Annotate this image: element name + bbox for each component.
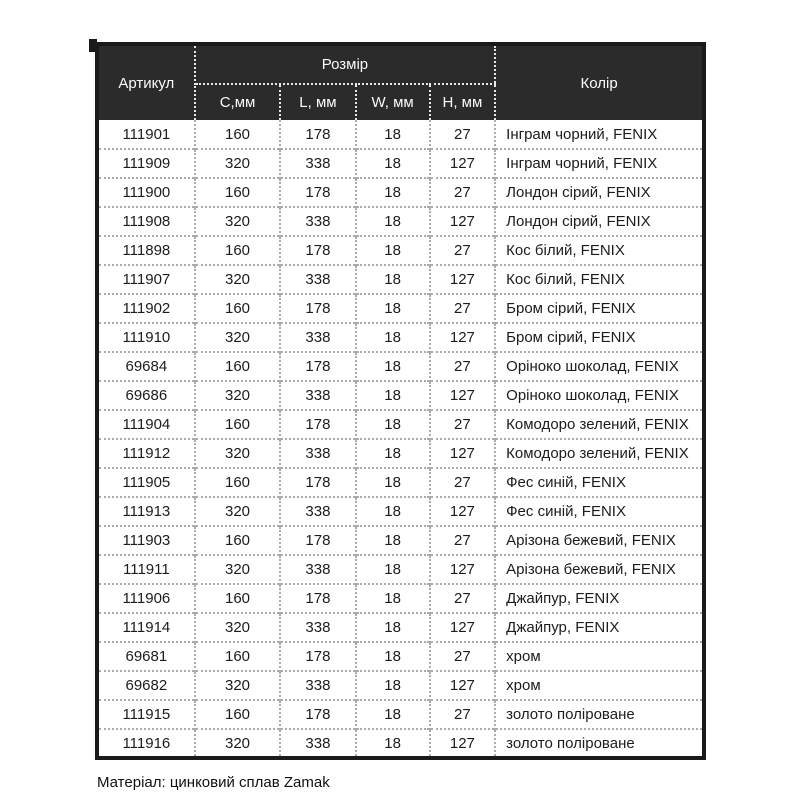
spec-table [95, 42, 706, 760]
product-spec-table [95, 42, 706, 760]
cell-artikul: 69684 [97, 352, 195, 381]
cell-artikul: 111898 [97, 236, 195, 265]
cell-w-mm: 18 [356, 439, 430, 468]
table-row [97, 671, 704, 700]
cell-h-mm: 127 [430, 323, 496, 352]
cell-l-mm: 178 [280, 120, 355, 149]
cell-artikul: 111907 [97, 265, 195, 294]
table-row [97, 555, 704, 584]
table-row [97, 410, 704, 439]
cell-w-mm: 18 [356, 613, 430, 642]
table-row [97, 120, 704, 149]
cell-l-mm: 178 [280, 642, 355, 671]
cell-c-mm: 160 [195, 526, 281, 555]
cell-l-mm: 338 [280, 323, 355, 352]
cell-h-mm: 27 [430, 584, 496, 613]
cell-c-mm: 160 [195, 352, 281, 381]
cell-artikul: 111903 [97, 526, 195, 555]
cell-l-mm: 338 [280, 265, 355, 294]
cell-w-mm: 18 [356, 323, 430, 352]
cell-artikul: 111909 [97, 149, 195, 178]
cell-h-mm: 127 [430, 729, 496, 758]
cell-kolir: Інграм чорний, FENIX [495, 149, 704, 178]
table-row [97, 526, 704, 555]
cell-w-mm: 18 [356, 207, 430, 236]
cell-artikul: 69682 [97, 671, 195, 700]
cell-artikul: 111904 [97, 410, 195, 439]
cell-w-mm: 18 [356, 671, 430, 700]
cell-artikul: 111911 [97, 555, 195, 584]
cell-kolir: Комодоро зелений, FENIX [495, 410, 704, 439]
cell-kolir: Оріноко шоколад, FENIX [495, 381, 704, 410]
cell-artikul: 111900 [97, 178, 195, 207]
cell-h-mm: 127 [430, 381, 496, 410]
cell-artikul: 111902 [97, 294, 195, 323]
table-row [97, 381, 704, 410]
cell-kolir: хром [495, 642, 704, 671]
cell-w-mm: 18 [356, 236, 430, 265]
cell-kolir: золото поліроване [495, 700, 704, 729]
cell-artikul: 111905 [97, 468, 195, 497]
cell-kolir: Лондон сірий, FENIX [495, 207, 704, 236]
cell-h-mm: 27 [430, 468, 496, 497]
cell-w-mm: 18 [356, 120, 430, 149]
cell-kolir: хром [495, 671, 704, 700]
cell-c-mm: 160 [195, 584, 281, 613]
cell-kolir: Джайпур, FENIX [495, 584, 704, 613]
cell-l-mm: 338 [280, 729, 355, 758]
cell-l-mm: 338 [280, 381, 355, 410]
cell-c-mm: 160 [195, 642, 281, 671]
cell-l-mm: 338 [280, 613, 355, 642]
cell-w-mm: 18 [356, 584, 430, 613]
cell-c-mm: 320 [195, 149, 281, 178]
cell-h-mm: 27 [430, 642, 496, 671]
table-row [97, 294, 704, 323]
cell-kolir: Кос білий, FENIX [495, 236, 704, 265]
cell-l-mm: 338 [280, 149, 355, 178]
cell-kolir: золото поліроване [495, 729, 704, 758]
cell-h-mm: 127 [430, 149, 496, 178]
cell-h-mm: 27 [430, 120, 496, 149]
cell-l-mm: 338 [280, 671, 355, 700]
table-row [97, 149, 704, 178]
table-row [97, 468, 704, 497]
cell-kolir: Комодоро зелений, FENIX [495, 439, 704, 468]
cell-c-mm: 320 [195, 265, 281, 294]
cell-kolir: Бром сірий, FENIX [495, 294, 704, 323]
table-row [97, 236, 704, 265]
cell-w-mm: 18 [356, 642, 430, 671]
cell-artikul: 111915 [97, 700, 195, 729]
cell-kolir: Арізона бежевий, FENIX [495, 526, 704, 555]
cell-l-mm: 178 [280, 410, 355, 439]
cell-c-mm: 320 [195, 613, 281, 642]
cell-l-mm: 178 [280, 468, 355, 497]
header-size-group: Розмір [195, 44, 495, 84]
cell-l-mm: 178 [280, 526, 355, 555]
table-header [97, 44, 704, 120]
cell-c-mm: 160 [195, 700, 281, 729]
header-c-mm: С,мм [195, 84, 281, 120]
cell-w-mm: 18 [356, 729, 430, 758]
header-l-mm: L, мм [280, 84, 355, 120]
cell-w-mm: 18 [356, 381, 430, 410]
cell-w-mm: 18 [356, 352, 430, 381]
cell-h-mm: 127 [430, 671, 496, 700]
cell-w-mm: 18 [356, 700, 430, 729]
corner-mark [89, 39, 97, 52]
cell-w-mm: 18 [356, 468, 430, 497]
cell-c-mm: 160 [195, 294, 281, 323]
cell-kolir: Арізона бежевий, FENIX [495, 555, 704, 584]
header-kolir: Колір [495, 44, 704, 120]
table-row [97, 642, 704, 671]
cell-l-mm: 338 [280, 497, 355, 526]
cell-h-mm: 27 [430, 236, 496, 265]
material-note: Матеріал: цинковий сплав Zamak [97, 774, 330, 791]
cell-l-mm: 338 [280, 555, 355, 584]
cell-c-mm: 320 [195, 497, 281, 526]
cell-l-mm: 178 [280, 352, 355, 381]
cell-kolir: Оріноко шоколад, FENIX [495, 352, 704, 381]
cell-artikul: 111914 [97, 613, 195, 642]
cell-w-mm: 18 [356, 497, 430, 526]
table-row [97, 178, 704, 207]
header-w-mm: W, мм [356, 84, 430, 120]
cell-artikul: 69681 [97, 642, 195, 671]
header-artikul: Артикул [97, 44, 195, 120]
cell-c-mm: 160 [195, 236, 281, 265]
cell-artikul: 111901 [97, 120, 195, 149]
cell-artikul: 111913 [97, 497, 195, 526]
cell-l-mm: 178 [280, 178, 355, 207]
cell-h-mm: 27 [430, 294, 496, 323]
cell-h-mm: 127 [430, 497, 496, 526]
cell-h-mm: 127 [430, 207, 496, 236]
cell-h-mm: 127 [430, 265, 496, 294]
table-row [97, 729, 704, 758]
cell-l-mm: 178 [280, 236, 355, 265]
cell-w-mm: 18 [356, 178, 430, 207]
cell-l-mm: 338 [280, 439, 355, 468]
cell-c-mm: 320 [195, 381, 281, 410]
cell-h-mm: 127 [430, 439, 496, 468]
cell-c-mm: 160 [195, 410, 281, 439]
cell-kolir: Лондон сірий, FENIX [495, 178, 704, 207]
table-row [97, 613, 704, 642]
cell-h-mm: 27 [430, 526, 496, 555]
table-row [97, 584, 704, 613]
table-row [97, 497, 704, 526]
cell-artikul: 111912 [97, 439, 195, 468]
cell-c-mm: 160 [195, 178, 281, 207]
cell-artikul: 111910 [97, 323, 195, 352]
cell-l-mm: 178 [280, 584, 355, 613]
cell-c-mm: 320 [195, 439, 281, 468]
cell-kolir: Бром сірий, FENIX [495, 323, 704, 352]
cell-h-mm: 27 [430, 352, 496, 381]
cell-w-mm: 18 [356, 555, 430, 584]
cell-c-mm: 320 [195, 555, 281, 584]
cell-c-mm: 320 [195, 207, 281, 236]
cell-w-mm: 18 [356, 265, 430, 294]
cell-l-mm: 178 [280, 294, 355, 323]
cell-l-mm: 178 [280, 700, 355, 729]
cell-c-mm: 160 [195, 120, 281, 149]
table-body [97, 120, 704, 758]
cell-c-mm: 320 [195, 729, 281, 758]
cell-kolir: Джайпур, FENIX [495, 613, 704, 642]
cell-artikul: 69686 [97, 381, 195, 410]
cell-h-mm: 127 [430, 555, 496, 584]
cell-w-mm: 18 [356, 149, 430, 178]
cell-c-mm: 320 [195, 323, 281, 352]
cell-w-mm: 18 [356, 410, 430, 439]
table-row [97, 207, 704, 236]
cell-w-mm: 18 [356, 526, 430, 555]
cell-h-mm: 127 [430, 613, 496, 642]
cell-c-mm: 160 [195, 468, 281, 497]
table-row [97, 352, 704, 381]
cell-w-mm: 18 [356, 294, 430, 323]
cell-kolir: Фес синій, FENIX [495, 468, 704, 497]
cell-artikul: 111916 [97, 729, 195, 758]
cell-c-mm: 320 [195, 671, 281, 700]
cell-kolir: Інграм чорний, FENIX [495, 120, 704, 149]
table-row [97, 323, 704, 352]
header-h-mm: Н, мм [430, 84, 496, 120]
cell-l-mm: 338 [280, 207, 355, 236]
cell-h-mm: 27 [430, 410, 496, 439]
cell-kolir: Фес синій, FENIX [495, 497, 704, 526]
cell-h-mm: 27 [430, 178, 496, 207]
cell-kolir: Кос білий, FENIX [495, 265, 704, 294]
table-row [97, 700, 704, 729]
cell-artikul: 111906 [97, 584, 195, 613]
table-row [97, 439, 704, 468]
table-row [97, 265, 704, 294]
cell-artikul: 111908 [97, 207, 195, 236]
cell-h-mm: 27 [430, 700, 496, 729]
